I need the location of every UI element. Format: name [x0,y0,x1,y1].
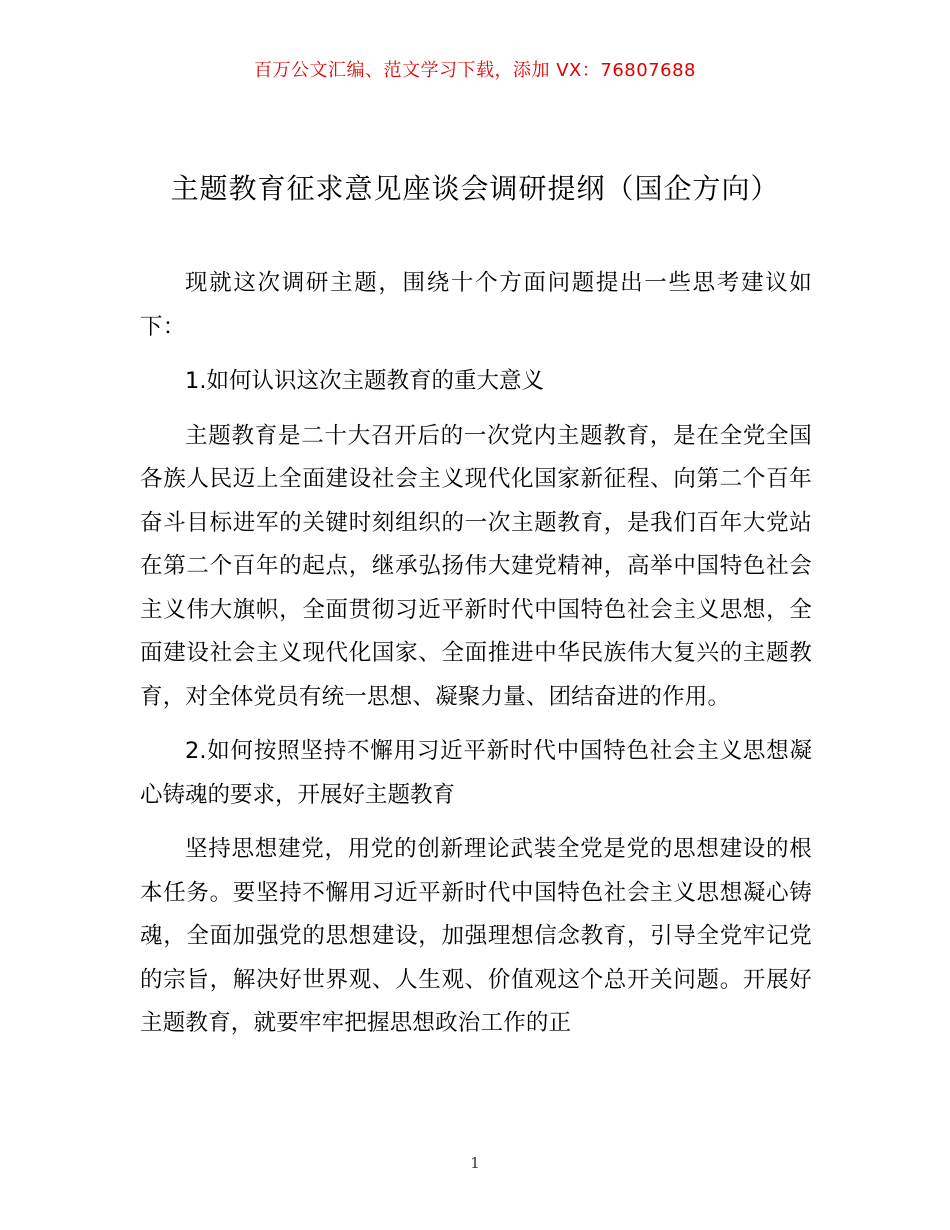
section-1-body: 主题教育是二十大召开后的一次党内主题教育，是在全党全国各族人民迈上全面建设社会主义现代化国家新征程、向第二个百年奋斗目标进军的关键时刻组织的一次主题教育，是我们百年大党站在第二个百年的起点，继承弘扬伟大建党精神，高举中国特色社会主义伟大旗帜，全面贯彻习近平新时代中国特色社会主义思想，全面建设社会主义现代化国家、全面推进中华民族伟大复兴的主题教育，对全体党员有统一思想、凝聚力量、团结奋进的作用。 [140,422,812,710]
section-2-body: 坚持思想建党，用党的创新理论武装全党是党的思想建设的根本任务。要坚持不懈用习近平新时代中国特色社会主义思想凝心铸魂，全面加强党的思想建设，加强理想信念教育，引导全党牢记党的宗旨，解决好世界观、人生观、价值观这个总开关问题。开展好主题教育，就要牢牢把握思想政治工作的正 [140,836,812,1036]
header-download-note: 百万公文汇编、范文学习下载，添加 VX：76807688 [254,60,696,81]
section-1-heading: 1.如何认识这次主题教育的重大意义 [185,368,544,394]
section-2-heading: 2.如何按照坚持不懈用习近平新时代中国特色社会主义思想凝心铸魂的要求，开展好主题教育 [140,738,812,808]
document-body [140,262,812,1057]
page-number: 1 [470,1154,480,1172]
document-title: 主题教育征求意见座谈会调研提纲（国企方向） [170,172,780,205]
intro-paragraph: 现就这次调研主题，围绕十个方面问题提出一些思考建议如下： [140,270,812,340]
